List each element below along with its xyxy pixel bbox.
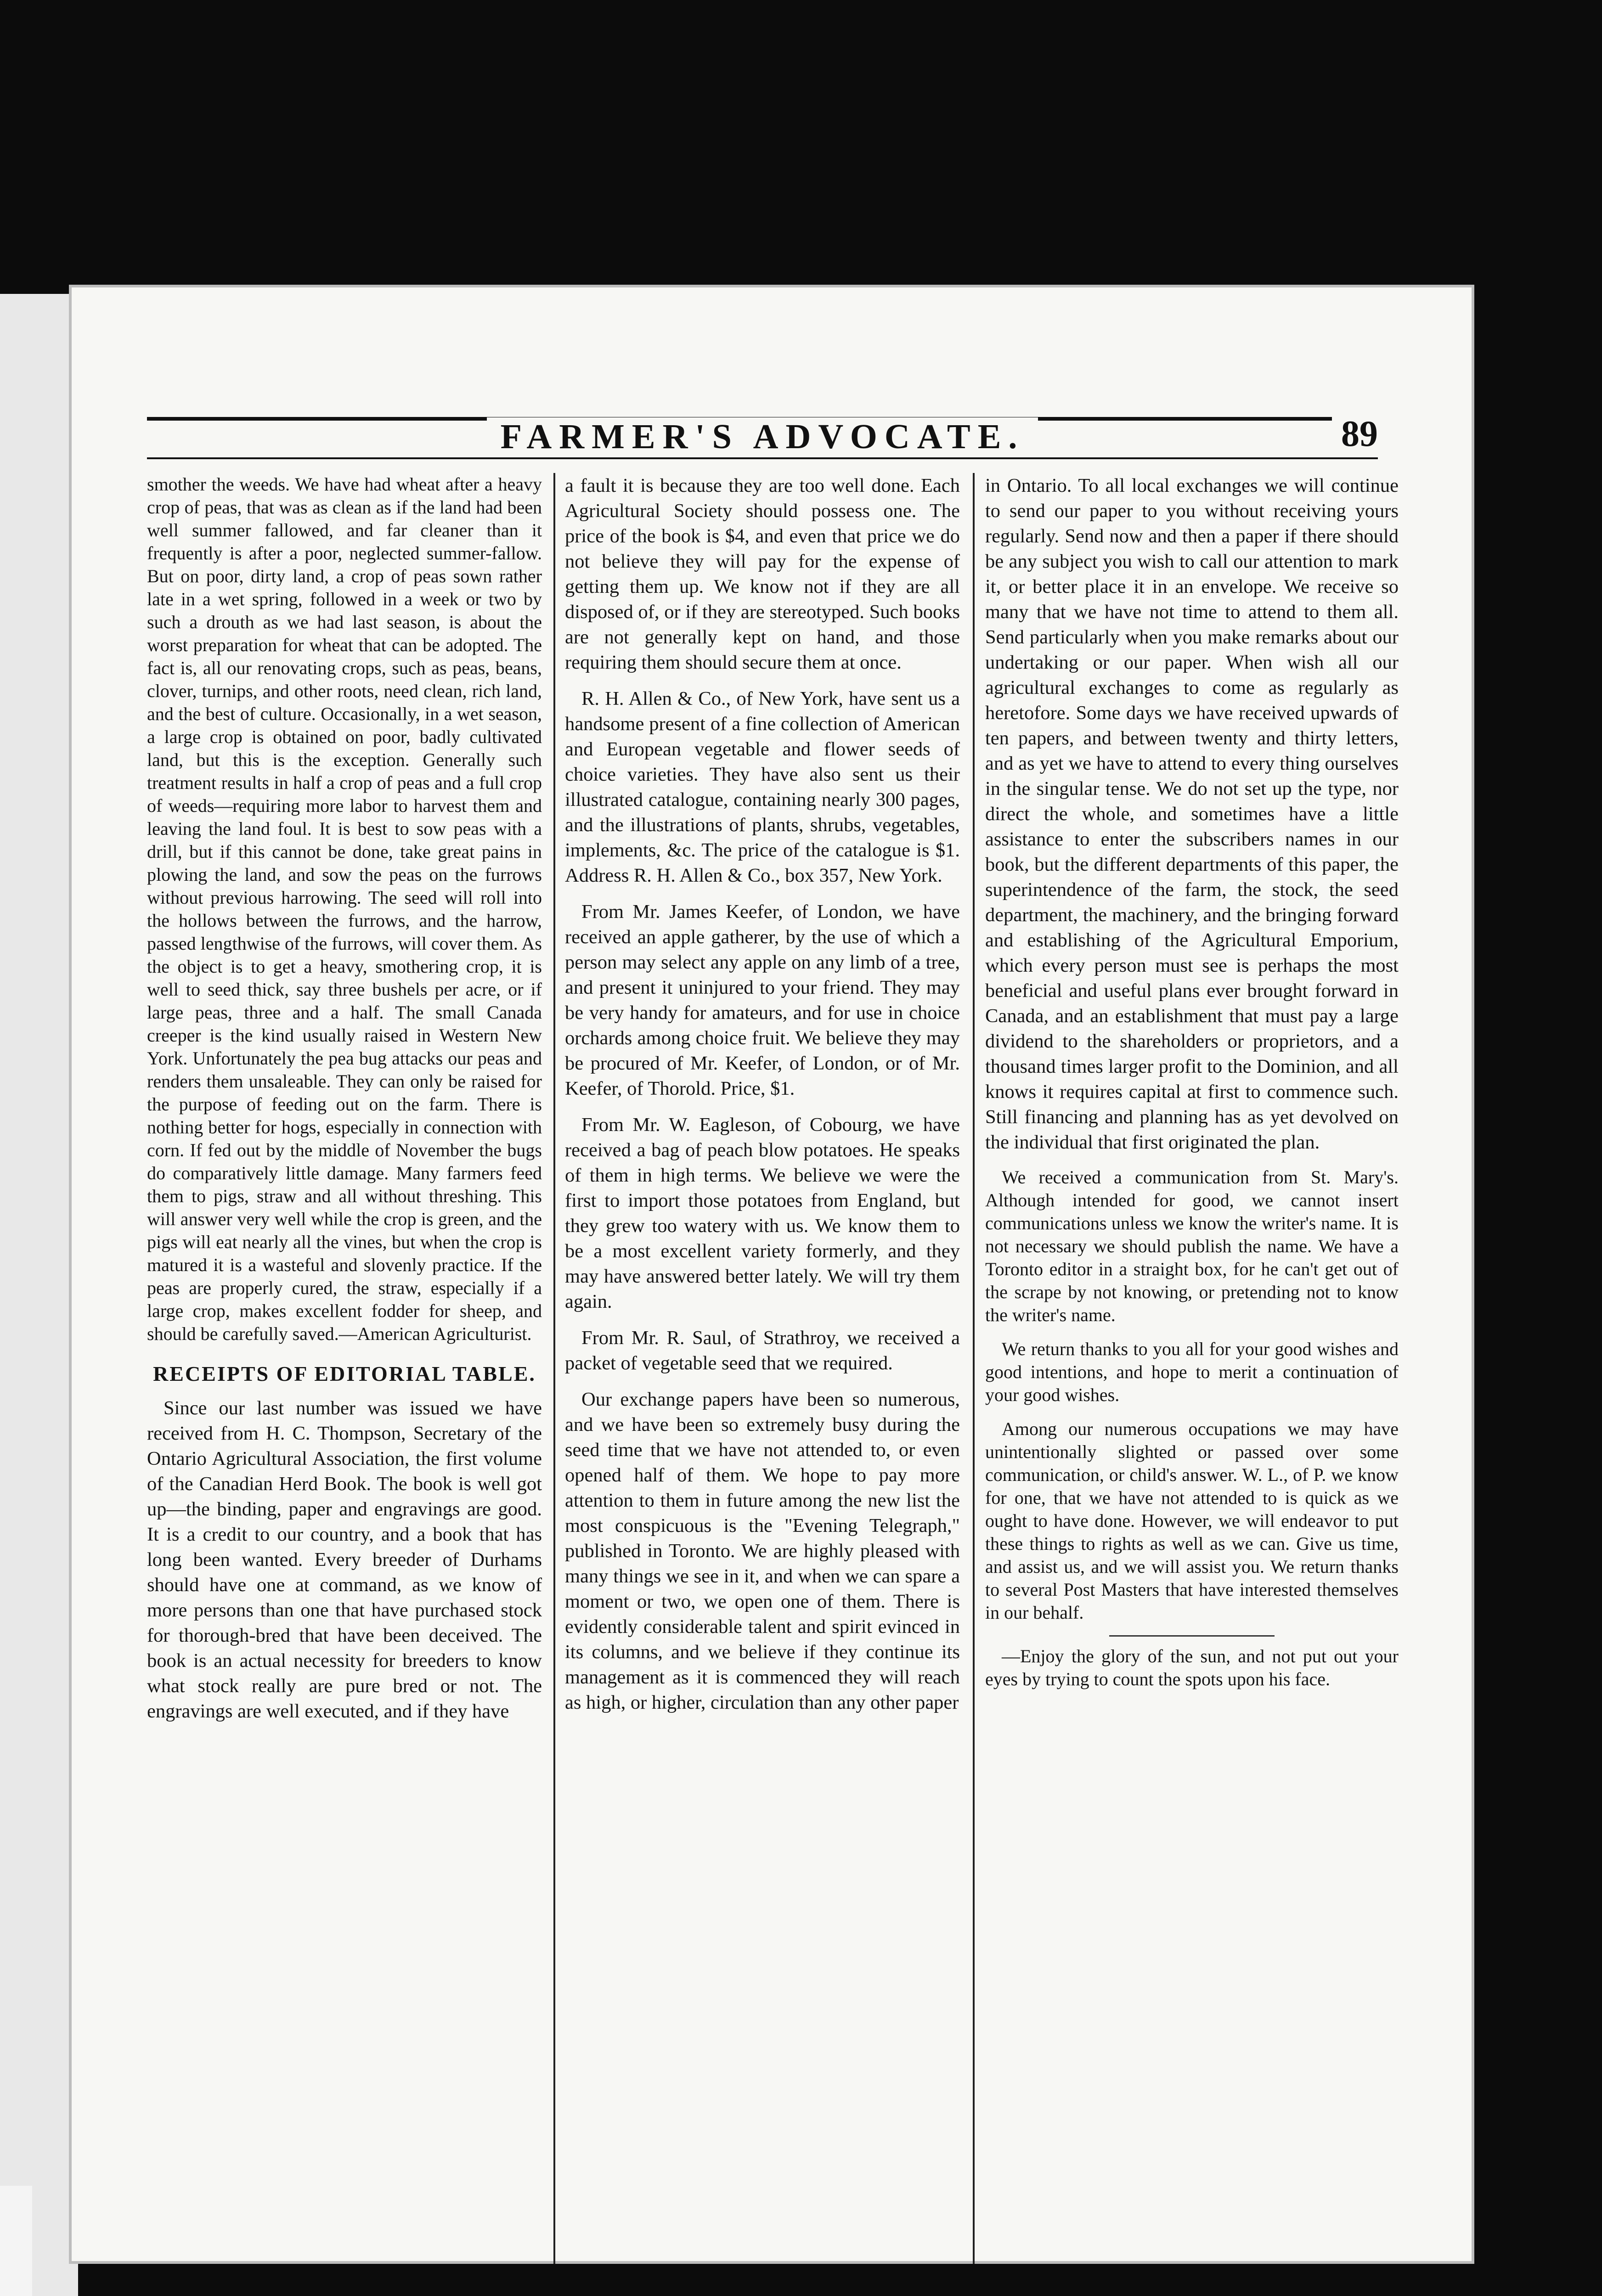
paragraph-herd-book: Since our last number was issued we have received from H. C. Thompson, Secretary of the Ontario Agricultural Association, the first volume of the Canadian Herd Book. The book is well got up—the binding, paper and engravings are good. It is a credit to our country, and a book that has long been wanted. Every breeder of Durhams should have one at command, as we know of more persons than one that have purchased stock for thorough-bred that have been deceived. The book is an actual necessity for breeders to know what stock really are pure bred or not. The engravings are well executed, and if they have (147, 1397, 542, 1722)
article-peas-continued: smother the weeds. We have had wheat after a heavy crop of peas, that was as clean as if the land had been well summer fallowed, and far cleaner than it frequently is after a poor, neglected summer-fallow. But on poor, dirty land, a crop of peas sown rather late in a wet spring, followed in a week or two by such a drouth as we had last season, is about the worst preparation for wheat that can be adopted. The fact is, all our renovating crops, such as peas, beans, clover, turnips, and other roots, need clean, rich land, and the best of culture. Occasionally, in a wet season, a large crop is obtained on poor, badly cultivated land, but this is the exception. Generally such treatment results in half a crop of peas and a full crop of weeds—requiring more labor to harvest them and leaving the land foul. It is best to sow peas with a drill, but if this cannot be done, take great pains in plowing the land, and sow the peas on the furrows without previous harrowing. The seed will roll into the hollows between the furrows, and the harrow, passed lengthwise of the furrows, will cover them. As the object is to get a heavy, smothering crop, it is well to seed thick, say three bushels per acre, or if large peas, three and a half. The small Canada creeper is the kind usually raised in Western New York. Unfortunately the pea bug attacks our peas and renders them unsaleable. They can only be raised for the purpose of feeding out on the farm. There is nothing better for hogs, especially in connection with corn. If fed out by the middle of November the bugs do comparatively little damage. Many farmers feed them to pigs, straw and all without threshing. This will answer very well while the crop is green, and the pigs will eat nearly all the vines, but when the crop is matured it is a wasteful and slovenly practice. If the peas are properly cured, the straw, especially if a large crop, makes excellent fodder for sheep, and should be carefully saved.—American Agriculturist. (147, 474, 542, 1344)
masthead (147, 417, 1378, 457)
page-number: 89 (1332, 413, 1378, 455)
section-heading: RECEIPTS OF EDITORIAL TABLE. (153, 1362, 536, 1385)
adjacent-page-strip (0, 2186, 32, 2296)
column-1 (147, 473, 542, 1735)
masthead-title: FARMER'S ADVOCATE. (487, 417, 1038, 456)
newspaper-page (69, 285, 1474, 2264)
column-divider-1 (553, 473, 555, 2264)
column-divider-2 (973, 473, 975, 2264)
paragraph-vegetable-seed: From Mr. R. Saul, of Strathroy, we received a packet of vegetable seed that we required. (565, 1327, 960, 1374)
page-header (147, 409, 1378, 464)
paragraph-exchange-papers: Our exchange papers have been so numerous, and we have been so extremely busy during the seed time that we have not attended to, or even opened half of them. We hope to pay more attention to them in future among the new list the most conspicuous is the "Evening Telegraph," published in Toronto. We are highly pleased with many things we see in it, and when we can spare a moment or two, we open one of them. There is evidently considerable talent and spirit evinced in its columns, and we believe if they continue its management as it is commenced they will reach as high, or higher, circulation than any other paper (565, 1389, 960, 1713)
paragraph-communication: We received a communication from St. Mary's. Although intended for good, we cannot insert communications unless we know the writer's name. It is not necessary we should publish the name. We have a Toronto editor in a straight box, for he can't get out of the scrape by not knowing, or pretending not to know the writer's name. (985, 1167, 1399, 1325)
separator-rule (1109, 1635, 1275, 1637)
column-3 (985, 473, 1399, 1702)
paragraph-potatoes: From Mr. W. Eagleson, of Cobourg, we have received a bag of peach blow potatoes. He speaks of them in high terms. We believe we were the first to import those potatoes from England, but they grew too watery with us. We know them to be a most excellent variety formerly, and they may have answered better lately. We will try them again. (565, 1114, 960, 1312)
paragraph-exchanges-cont: in Ontario. To all local exchanges we will continue to send our paper to you without receiving yours regularly. Send now and then a paper if there should be any subject you wish to call our attention to mark it, or better place it in an envelope. We receive so many that we have not time to attend to them all. Send particularly when you make remarks about our undertaking or our paper. When wish all our agricultural exchanges to come as regularly as heretofore. Some days we have received upwards of ten papers, and between twenty and thirty letters, and as yet we have to attend to every thing ourselves in the singular tense. We do not set up the type, nor direct the whole, and sometimes have a little assistance to enter the subscribers names in our book, but the different departments of this paper, the superintendence of the farm, the stock, the seed department, the machinery, and the bringing forward and establishing of the Agricultural Emporium, which every person must see is perhaps the most beneficial and useful plans ever brought forward in Canada, and an establishment that must pay a large dividend to the shareholders or proprietors, and a thousand times larger profit to the Dominion, and all knows it requires capital at first to commence such. Still financing and planning has as yet devolved on the individual that first originated the plan. (985, 475, 1399, 1153)
column-2 (565, 473, 960, 1726)
paragraph-occupations: Among our numerous occupations we may have unintentionally slighted or passed over some communication, or child's answer. W. L., of P. we know for one, that we have not attended to is quick as we ought to have done. However, we will endeavor to put these things to rights as well as we can. Give us time, and assist us, and we will assist you. We return thanks to several Post Masters that have interested themselves in our behalf. (985, 1418, 1399, 1623)
paragraph-apple-gatherer: From Mr. James Keefer, of London, we have received an apple gatherer, by the use of which a person may select any apple on any limb of a tree, and present it uninjured to your friend. They may be very handy for amateurs, and for use in choice orchards among choice fruit. We believe they may be procured of Mr. Keefer, of London, or of Mr. Keefer, of Thorold. Price, $1. (565, 901, 960, 1099)
paragraph-glory-of-sun: —Enjoy the glory of the sun, and not put out your eyes by trying to count the spots upon his face. (985, 1646, 1399, 1689)
adjacent-page-edge (0, 294, 78, 2296)
paragraph-herd-book-cont: a fault it is because they are too well done. Each Agricultural Society should possess one. The price of the book is $4, and even that price we do not believe they will pay for the expense of getting them up. We know not if they are all disposed of, or if they are stereotyped. Such books are not generally kept on hand, and those requiring them should secure them at once. (565, 475, 960, 673)
paragraph-thanks: We return thanks to you all for your good wishes and good intentions, and hope to merit a continuation of your good wishes. (985, 1339, 1399, 1405)
header-rule-bottom (147, 457, 1378, 459)
paragraph-allen-seeds: R. H. Allen & Co., of New York, have sent us a handsome present of a fine collection of American and European vegetable and flower seeds of choice varieties. They have also sent us their illustrated catalogue, containing nearly 300 pages, and the illustrations of plants, shrubs, vegetables, implements, &c. The price of the catalogue is $1. Address R. H. Allen & Co., box 357, New York. (565, 688, 960, 886)
